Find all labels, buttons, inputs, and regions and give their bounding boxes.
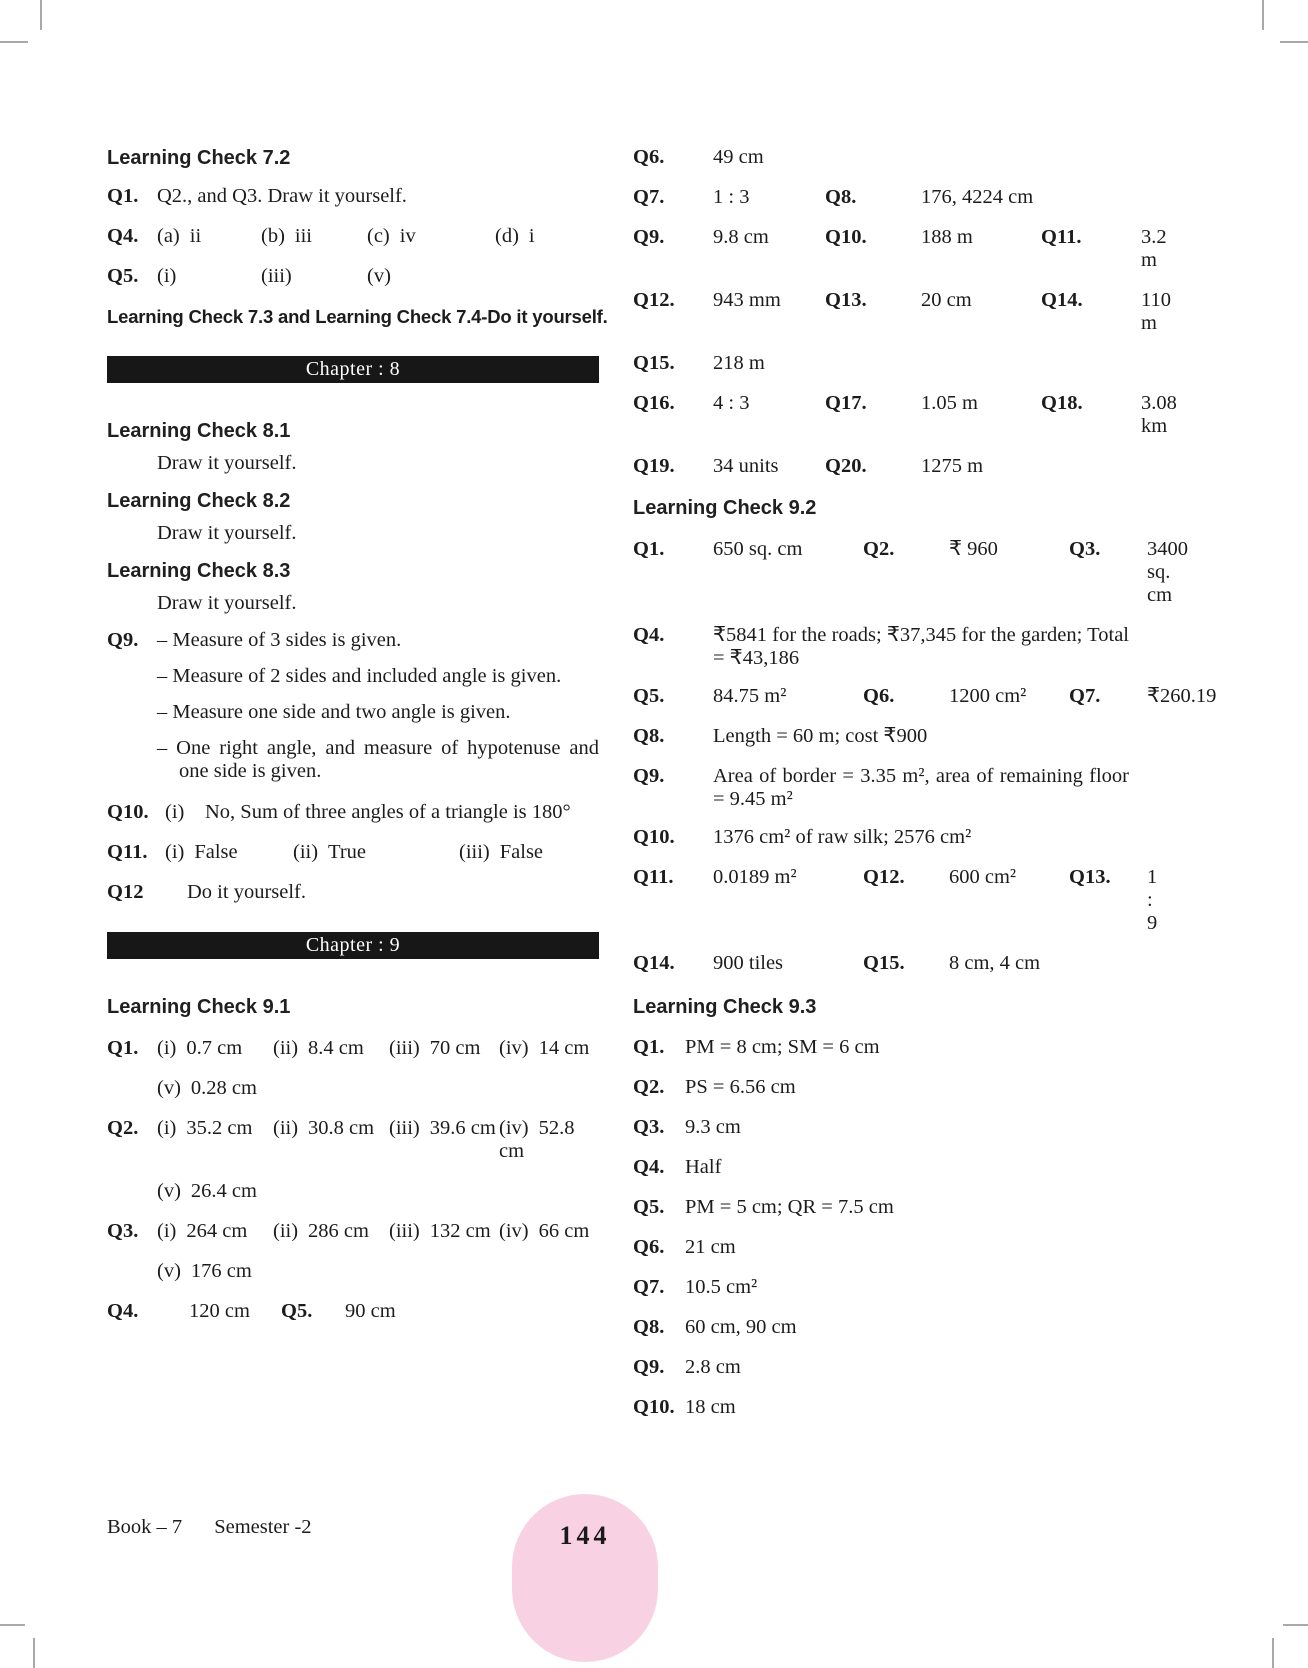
footer-semester-label: Semester -2 xyxy=(214,1516,312,1538)
answer-text: 9.3 cm xyxy=(685,1116,741,1138)
learning-check-7-3-7-4-note: Learning Check 7.3 and Learning Check 7.4-Do it yourself. xyxy=(107,306,608,327)
option-value: 176 cm xyxy=(190,1260,252,1282)
answer-row-91-q2 xyxy=(107,1117,599,1163)
option-value: iv xyxy=(399,225,416,247)
question-label: Q5. xyxy=(107,265,139,287)
question-label: Q19. xyxy=(633,455,675,477)
question-label: Q4. xyxy=(633,624,665,646)
question-label: Q18. xyxy=(1041,392,1083,414)
answer-row-91-q1 xyxy=(107,1037,599,1060)
option-cell xyxy=(165,841,293,864)
answer-row-92-q1-q2-q3 xyxy=(633,538,1188,607)
answer-row-93-q3 xyxy=(633,1116,1129,1139)
question-label: Q12. xyxy=(863,866,905,888)
option-value: True xyxy=(328,841,367,863)
learning-check-9-3-title: Learning Check 9.3 xyxy=(633,996,817,1018)
learning-check-9-1-title: Learning Check 9.1 xyxy=(107,996,291,1018)
option-cell xyxy=(157,225,261,248)
question-label: Q7. xyxy=(633,186,665,208)
learning-check-8-3-title: Learning Check 8.3 xyxy=(107,560,291,582)
option-cell xyxy=(293,841,459,864)
option-marker: (i) xyxy=(157,1220,177,1242)
answer-text: PS = 6.56 cm xyxy=(685,1076,796,1098)
question-label: Q5. xyxy=(633,685,665,707)
answer-row-93-q4 xyxy=(633,1156,1129,1179)
option-cell xyxy=(389,1117,499,1163)
question-label: Q3. xyxy=(1069,538,1101,560)
option-marker: (iii) xyxy=(261,265,292,287)
option-marker: (i) xyxy=(165,801,185,823)
left-column xyxy=(107,146,608,1340)
answer-text: 84.75 m² xyxy=(713,685,787,707)
answer-text: Draw it yourself. xyxy=(157,452,297,474)
option-cell xyxy=(499,1220,599,1243)
right-column xyxy=(633,146,1217,1436)
option-value: 35.2 cm xyxy=(186,1117,253,1139)
question-label: Q7. xyxy=(1069,685,1101,707)
option-marker: (iii) xyxy=(459,841,490,863)
answer-text: 49 cm xyxy=(713,146,764,168)
option-value: 66 cm xyxy=(538,1220,590,1242)
answer-text: 20 cm xyxy=(921,289,972,311)
option-cell xyxy=(273,1037,389,1060)
question-label: Q13. xyxy=(825,289,867,311)
answer-row-91-q3-cont xyxy=(107,1260,599,1283)
answer-row-92-q5-q6-q7 xyxy=(633,685,1217,708)
answer-row-7-q12-q13-q14 xyxy=(633,289,1171,335)
answer-text: 120 cm xyxy=(189,1300,250,1322)
answer-text: Do it yourself. xyxy=(187,881,306,903)
bullet-item: – Measure of 3 sides is given. xyxy=(157,629,402,651)
answer-row-8-q11 xyxy=(107,841,599,864)
bullet-item: – Measure of 2 sides and included angle is given. xyxy=(157,665,562,687)
answer-row-7-q16-q17-q18 xyxy=(633,392,1177,438)
answer-row-8-q12 xyxy=(107,881,599,904)
question-label: Q8. xyxy=(633,725,665,747)
option-cell xyxy=(273,1117,389,1163)
answer-text: 90 cm xyxy=(345,1300,396,1322)
spacer xyxy=(107,1077,157,1100)
answer-text: Area of border = 3.35 m², area of remaining floor = 9.45 m² xyxy=(713,765,1129,810)
option-cell xyxy=(495,225,599,248)
option-value: 132 cm xyxy=(429,1220,491,1242)
answer-text: 0.0189 m² xyxy=(713,866,797,888)
answer-row-92-q8 xyxy=(633,725,1129,748)
answer-text: ₹ 960 xyxy=(949,538,998,560)
answer-text: 18 cm xyxy=(685,1396,736,1418)
answer-text: 188 m xyxy=(921,226,973,248)
question-label: Q6. xyxy=(863,685,895,707)
answer-text: 10.5 cm² xyxy=(685,1276,758,1298)
question-label: Q17. xyxy=(825,392,867,414)
answer-text: 218 m xyxy=(713,352,765,374)
learning-check-8-1-title: Learning Check 8.1 xyxy=(107,420,291,442)
crop-mark-bottom-left-vertical xyxy=(33,1638,35,1668)
option-cell xyxy=(499,1037,599,1060)
learning-check-7-2-title: Learning Check 7.2 xyxy=(107,147,291,169)
question-label: Q1. xyxy=(633,1036,665,1058)
question-label: Q9. xyxy=(633,226,665,248)
answer-text: 110 m xyxy=(1141,289,1171,334)
question-label: Q12. xyxy=(633,289,675,311)
answer-text: 4 : 3 xyxy=(713,392,750,414)
question-label: Q3. xyxy=(107,1220,139,1242)
option-marker: (ii) xyxy=(273,1117,299,1139)
option-marker: (d) xyxy=(495,225,519,247)
question-label: Q20. xyxy=(825,455,867,477)
answer-text: 8 cm, 4 cm xyxy=(949,952,1041,974)
question-label: Q5. xyxy=(281,1300,313,1322)
crop-mark-top-left-horizontal xyxy=(0,41,28,43)
answer-text: 3400 sq. cm xyxy=(1147,538,1188,606)
answer-row-72-q4 xyxy=(107,225,599,248)
option-cell xyxy=(157,1117,273,1163)
option-marker: (iv) xyxy=(499,1220,529,1242)
option-cell xyxy=(157,1260,599,1283)
question-label: Q15. xyxy=(633,352,675,374)
option-marker: (b) xyxy=(261,225,285,247)
answer-row-8-q10 xyxy=(107,801,599,824)
option-marker: (v) xyxy=(367,265,391,287)
question-label: Q11. xyxy=(633,866,674,888)
bullet-item: – Measure one side and two angle is given. xyxy=(157,701,511,723)
option-cell xyxy=(499,1117,599,1163)
option-value: iii xyxy=(294,225,312,247)
question-label: Q6. xyxy=(633,1236,665,1258)
answer-row-93-q10 xyxy=(633,1396,1129,1419)
crop-mark-top-right-horizontal xyxy=(1280,41,1308,43)
answer-row-93-q5 xyxy=(633,1196,1129,1219)
question-label: Q11. xyxy=(1041,226,1082,248)
question-label: Q2. xyxy=(863,538,895,560)
answer-text: PM = 8 cm; SM = 6 cm xyxy=(685,1036,880,1058)
option-value: i xyxy=(528,225,535,247)
spacer xyxy=(107,1180,157,1203)
answer-row-91-q2-cont xyxy=(107,1180,599,1203)
answer-row-91-q4-q5 xyxy=(107,1300,599,1323)
question-label: Q2. xyxy=(107,1117,139,1139)
question-label: Q1. xyxy=(107,185,139,207)
option-value: 264 cm xyxy=(186,1220,248,1242)
answer-text: 1376 cm² of raw silk; 2576 cm² xyxy=(713,826,972,848)
answer-text: Length = 60 m; cost ₹900 xyxy=(713,725,928,747)
option-marker: (ii) xyxy=(273,1220,299,1242)
answer-row-7-q6 xyxy=(633,146,1129,169)
chapter-9-banner: Chapter : 9 xyxy=(107,932,599,959)
answer-row-93-q9 xyxy=(633,1356,1129,1379)
question-label: Q12 xyxy=(107,881,144,903)
option-cell xyxy=(157,1037,273,1060)
question-label: Q10. xyxy=(633,1396,675,1418)
option-value: 0.7 cm xyxy=(186,1037,243,1059)
answer-row-7-q15 xyxy=(633,352,1129,375)
answer-text: PM = 5 cm; QR = 7.5 cm xyxy=(685,1196,894,1218)
answer-text: 1275 m xyxy=(921,455,984,477)
option-cell xyxy=(157,1220,273,1243)
question-label: Q11. xyxy=(107,841,148,863)
option-value: 30.8 cm xyxy=(308,1117,375,1139)
question-label: Q10. xyxy=(825,226,867,248)
answer-text: No, Sum of three angles of a triangle is 180° xyxy=(205,801,571,823)
learning-check-8-2-title: Learning Check 8.2 xyxy=(107,490,291,512)
crop-mark-top-right-vertical xyxy=(1262,0,1264,30)
question-label: Q7. xyxy=(633,1276,665,1298)
answer-text: Half xyxy=(685,1156,722,1178)
chapter-8-banner: Chapter : 8 xyxy=(107,356,599,383)
answer-text: Draw it yourself. xyxy=(157,592,297,614)
answer-text: 21 cm xyxy=(685,1236,736,1258)
answer-row-93-q6 xyxy=(633,1236,1129,1259)
option-value: False xyxy=(499,841,544,863)
bullet-list xyxy=(157,629,599,796)
answer-row-92-q14-q15 xyxy=(633,952,1129,975)
answer-text: ₹5841 for the roads; ₹37,345 for the garden; Total = ₹43,186 xyxy=(713,624,1129,669)
question-label: Q1. xyxy=(107,1037,139,1059)
question-label: Q15. xyxy=(863,952,905,974)
question-label: Q9. xyxy=(107,629,139,651)
answer-row-7-q7-q8 xyxy=(633,186,1129,209)
answer-text: Draw it yourself. xyxy=(157,522,297,544)
option-cell xyxy=(157,1077,599,1100)
option-cell xyxy=(459,841,599,864)
option-marker: (c) xyxy=(367,225,390,247)
answer-text: 3.08 km xyxy=(1141,392,1177,437)
answer-row-7-q9-q10-q11 xyxy=(633,226,1167,272)
answer-text: 900 tiles xyxy=(713,952,784,974)
answer-row-72-q1 xyxy=(107,185,599,208)
spacer xyxy=(107,1260,157,1283)
answer-text: ₹260.19 xyxy=(1147,685,1217,707)
answer-text: Q2., and Q3. Draw it yourself. xyxy=(157,185,407,207)
answer-text: 3.2 m xyxy=(1141,226,1167,271)
bullet-item: – One right angle, and measure of hypotenuse and one side is given. xyxy=(157,737,599,782)
option-cell xyxy=(367,225,495,248)
option-marker: (v) xyxy=(157,1180,181,1202)
question-label: Q13. xyxy=(1069,866,1111,888)
answer-text: 943 mm xyxy=(713,289,781,311)
crop-mark-bottom-right-horizontal xyxy=(1283,1624,1308,1626)
question-label: Q10. xyxy=(633,826,675,848)
question-label: Q3. xyxy=(633,1116,665,1138)
option-value: 8.4 cm xyxy=(308,1037,364,1059)
option-value: False xyxy=(194,841,238,863)
answer-row-91-q3 xyxy=(107,1220,599,1243)
option-cell xyxy=(261,225,367,248)
answer-row-8-q9 xyxy=(107,629,599,796)
option-value: 52.8 cm xyxy=(499,1117,575,1162)
answer-row-93-q2 xyxy=(633,1076,1129,1099)
answer-text: 1200 cm² xyxy=(949,685,1027,707)
crop-mark-bottom-right-vertical xyxy=(1272,1638,1274,1668)
answer-text: 600 cm² xyxy=(949,866,1017,888)
option-value: ii xyxy=(189,225,202,247)
answer-row-93-q8 xyxy=(633,1316,1129,1339)
question-label: Q8. xyxy=(633,1316,665,1338)
option-marker: (iv) xyxy=(499,1037,529,1059)
answer-text: 1 : 9 xyxy=(1147,866,1158,934)
option-marker: (v) xyxy=(157,1260,181,1282)
answer-row-91-q1-cont xyxy=(107,1077,599,1100)
answer-row-93-q7 xyxy=(633,1276,1129,1299)
answer-row-7-q19-q20 xyxy=(633,455,1129,478)
option-value: 0.28 cm xyxy=(190,1077,257,1099)
option-marker: (ii) xyxy=(293,841,319,863)
answer-text: 9.8 cm xyxy=(713,226,769,248)
answer-row-92-q11-q12-q13 xyxy=(633,866,1158,935)
question-label: Q16. xyxy=(633,392,675,414)
question-label: Q4. xyxy=(633,1156,665,1178)
answer-row-92-q4 xyxy=(633,624,1129,670)
question-label: Q4. xyxy=(107,225,139,247)
option-marker: (iii) xyxy=(389,1220,420,1242)
question-label: Q1. xyxy=(633,538,665,560)
option-marker: (i) xyxy=(157,265,177,287)
answer-text: 34 units xyxy=(713,455,779,477)
option-value: 286 cm xyxy=(308,1220,369,1242)
option-marker: (i) xyxy=(157,1117,177,1139)
option-cell xyxy=(157,1180,599,1203)
question-label: Q14. xyxy=(633,952,675,974)
learning-check-9-2-title: Learning Check 9.2 xyxy=(633,497,817,519)
question-label: Q2. xyxy=(633,1076,665,1098)
option-value: 39.6 cm xyxy=(429,1117,496,1139)
answer-text: 176, 4224 cm xyxy=(921,186,1034,208)
page-number-pill xyxy=(512,1494,658,1662)
option-marker: (iii) xyxy=(389,1117,420,1139)
option-cell xyxy=(273,1220,389,1243)
option-marker: (i) xyxy=(165,841,185,863)
answer-row-93-q1 xyxy=(633,1036,1129,1059)
option-value: 70 cm xyxy=(429,1037,481,1059)
footer-book-info xyxy=(107,1516,312,1539)
option-value: 26.4 cm xyxy=(190,1180,257,1202)
question-label: Q6. xyxy=(633,146,665,168)
answer-text: 650 sq. cm xyxy=(713,538,803,560)
answer-text: 1 : 3 xyxy=(713,186,750,208)
page-number: 144 xyxy=(559,1521,611,1550)
question-label: Q4. xyxy=(107,1300,139,1322)
crop-mark-top-left-vertical xyxy=(40,0,42,30)
option-marker: (v) xyxy=(157,1077,181,1099)
question-label: Q14. xyxy=(1041,289,1083,311)
option-marker: (a) xyxy=(157,225,180,247)
question-label: Q8. xyxy=(825,186,857,208)
option-marker: (iv) xyxy=(499,1117,529,1139)
question-label: Q9. xyxy=(633,765,665,787)
option-marker: (ii) xyxy=(273,1037,299,1059)
answer-text: 1.05 m xyxy=(921,392,978,414)
option-value: 14 cm xyxy=(538,1037,590,1059)
option-cell xyxy=(389,1037,499,1060)
answer-row-92-q10 xyxy=(633,826,1129,849)
answer-row-72-q5 xyxy=(107,265,599,288)
option-cell xyxy=(389,1220,499,1243)
crop-mark-bottom-left-horizontal xyxy=(0,1624,25,1626)
answer-row-92-q9 xyxy=(633,765,1129,811)
option-marker: (iii) xyxy=(389,1037,420,1059)
question-label: Q5. xyxy=(633,1196,665,1218)
footer-book-label: Book – 7 xyxy=(107,1516,183,1538)
question-label: Q9. xyxy=(633,1356,665,1378)
answer-text: 2.8 cm xyxy=(685,1356,741,1378)
answer-text: 60 cm, 90 cm xyxy=(685,1316,797,1338)
option-marker: (i) xyxy=(157,1037,177,1059)
question-label: Q10. xyxy=(107,801,149,823)
